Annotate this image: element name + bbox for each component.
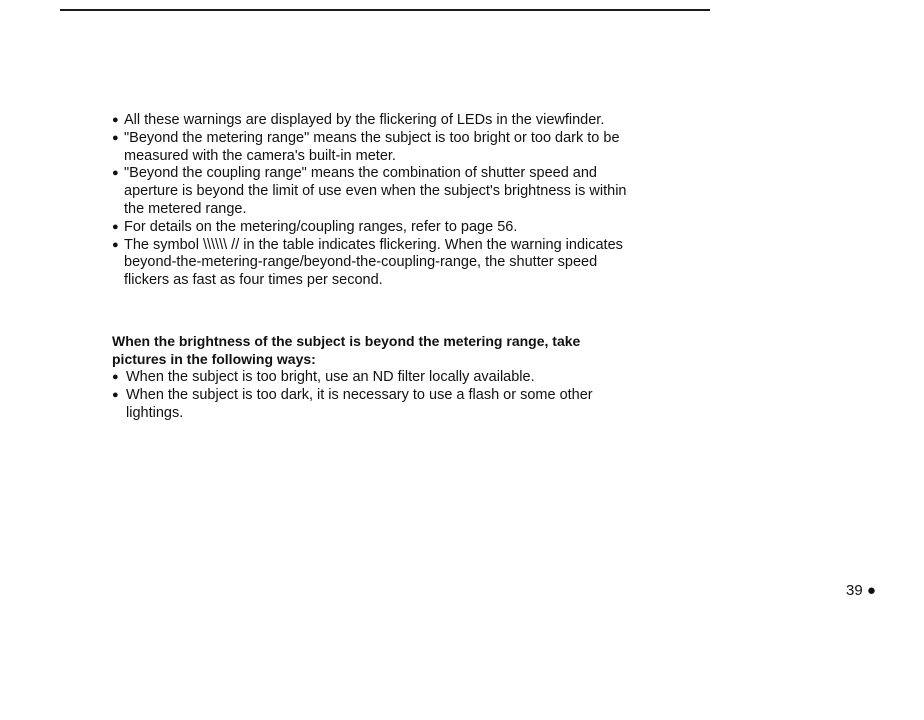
list-item [112, 112, 632, 130]
note-text: "Beyond the metering range" means the subject is too bright or too dark to be measured with the camera's built-in meter. [124, 129, 620, 164]
note-text: All these warnings are displayed by the flickering of LEDs in the viewfinder. [124, 112, 605, 128]
bullet-icon: ● [112, 167, 119, 180]
note-text: The symbol \\\\\\ // in the table indicates flickering. When the warning indicates beyond-the-metering-range/beyond-the-coupling-range, the shutter speed flickers as fast as four times per second. [124, 236, 623, 289]
list-item [112, 130, 632, 166]
procedure-heading: When the brightness of the subject is beyond the metering range, take pictures in the following ways: [112, 333, 581, 367]
bullet-icon: ● [112, 131, 119, 144]
list-item [112, 219, 632, 237]
top-rule [60, 9, 710, 11]
bullet-icon: ● [112, 220, 119, 233]
bullet-icon: ● [112, 389, 119, 401]
list-item [112, 237, 632, 290]
note-text: For details on the metering/coupling ranges, refer to page 56. [124, 218, 518, 235]
procedure-text: When the subject is too bright, use an ND filter locally available. [126, 369, 535, 385]
note-text: "Beyond the coupling range" means the combination of shutter speed and aperture is beyond the limit of use even when the subject's brightness is within the metered range. [124, 165, 627, 217]
procedure-text: When the subject is too dark, it is necessary to use a flash or some other lightings. [126, 387, 593, 421]
page-number: 39 ● [846, 582, 876, 599]
bullet-icon: ● [112, 114, 119, 126]
bullet-icon: ● [112, 238, 119, 251]
procedure-list [112, 368, 632, 422]
warning-notes-list [112, 112, 632, 290]
list-item [112, 386, 632, 422]
list-item [112, 165, 632, 218]
bullet-icon: ● [112, 371, 119, 383]
list-item [112, 368, 632, 386]
